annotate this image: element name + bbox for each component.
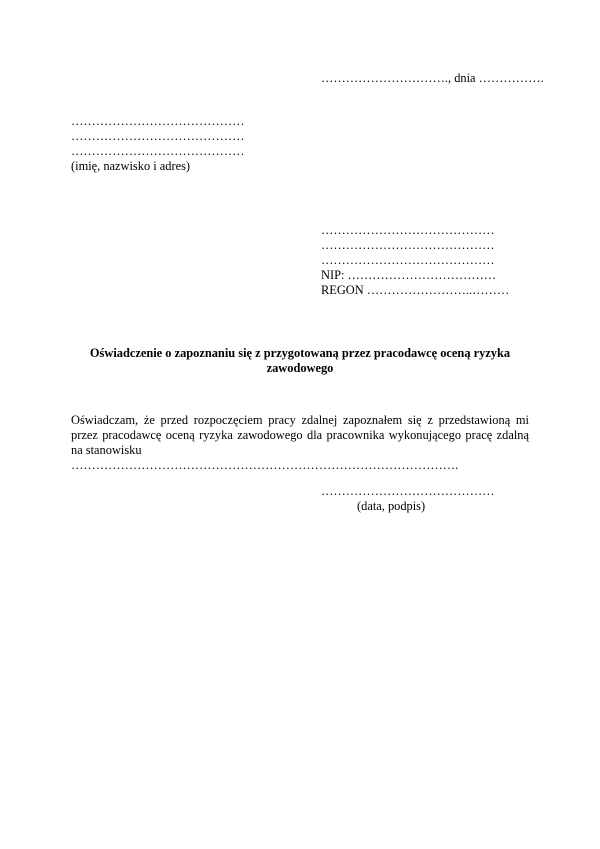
employer-regon: REGON ……………………..………	[321, 283, 510, 297]
sender-caption: (imię, nazwisko i adres)	[71, 159, 191, 173]
declaration-body	[71, 413, 529, 473]
signature-line: ……………………………………	[321, 484, 495, 498]
declaration-body-paragraph: Oświadczam, że przed rozpoczęciem pracy zdalnej zapoznałem się z przedstawioną mi przez pracodawcę oceną ryzyka zawodowego dla pracownika wykonującego pracę zdalną	[71, 413, 529, 442]
declaration-position-line: na stanowisku ………………………………………………………………………………….	[71, 443, 459, 472]
employer-line: ……………………………………	[321, 238, 495, 252]
sender-line: ……………………………………	[71, 129, 245, 143]
sender-address-block	[71, 114, 244, 174]
employer-address-block	[321, 223, 509, 298]
date-place-field: …………………………., dnia …………….	[321, 71, 544, 85]
employer-line: ……………………………………	[321, 253, 495, 267]
sender-line: ……………………………………	[71, 114, 245, 128]
signature-block	[321, 484, 495, 499]
document-title: Oświadczenie o zapoznaniu się z przygotowaną przez pracodawcę oceną ryzyka zawodowego	[89, 346, 511, 375]
employer-nip: NIP: ………………………………	[321, 268, 497, 282]
signature-caption: (data, podpis)	[357, 499, 426, 513]
sender-line: ……………………………………	[71, 144, 245, 158]
employer-line: ……………………………………	[321, 223, 495, 237]
